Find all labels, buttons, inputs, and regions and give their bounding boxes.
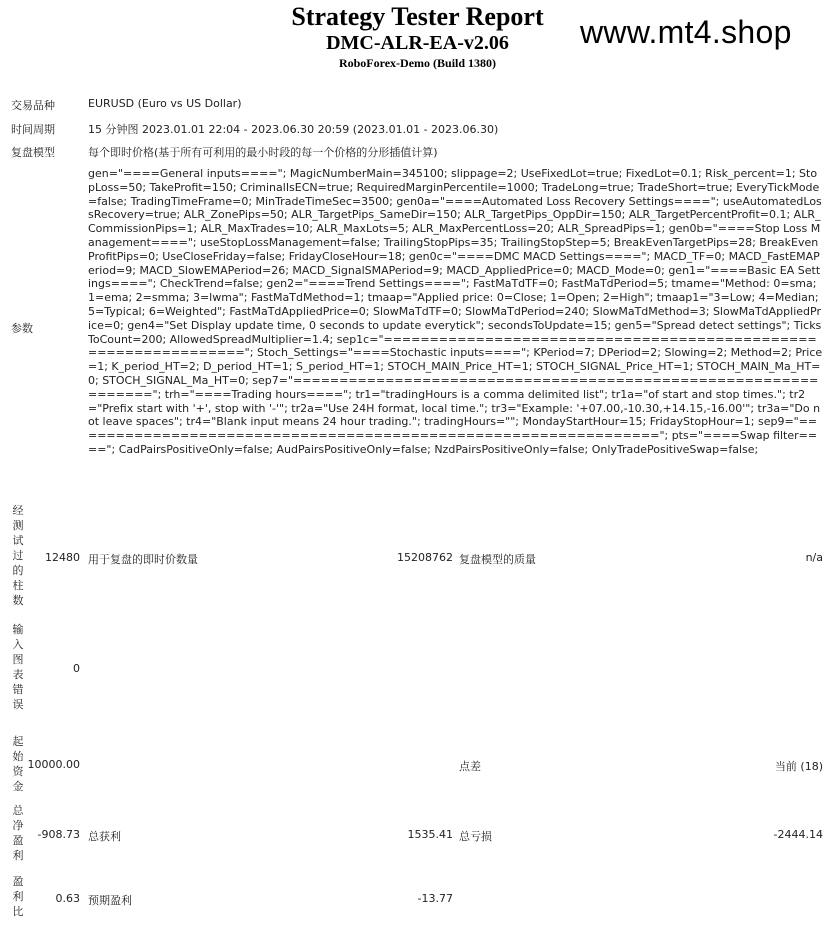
netprofit-value: -908.73 [37,828,80,841]
quality-value: n/a [805,551,823,564]
expected-label: 预期盈利 [88,894,132,907]
pf-label: 盈利比 [12,875,24,918]
deposit-label: 起始资金 [12,735,24,793]
symbol-value: EURUSD (Euro vs US Dollar) [88,97,242,110]
params-label: 参数 [11,322,33,335]
report-title: Strategy Tester Report [291,2,544,31]
errors-label: 输入图表错误 [12,623,24,711]
grossloss-value: -2444.14 [773,828,823,841]
broker-build: RoboForex-Demo (Build 1380) [338,56,497,70]
period-value: 15 分钟图 2023.01.01 22:04 - 2023.06.30 20:59 (2023.01.01 - 2023.06.30) [88,123,499,136]
pf-value: 0.63 [55,892,80,905]
ticks-value: 15208762 [397,551,453,564]
ea-name: DMC-ALR-EA-v2.06 [326,32,509,54]
params-value: gen="====General inputs===="; MagicNumberMain=345100; slippage=2; UseFixedLot=true; FixedLot=0.1; Risk_percent=1; StopLoss=50; TakeProfit=150; CriminalIsECN=true; RequiredMarginPercentile=1000; TradeLong=true; TradeShort=true; EveryTickMode=false; TradingTimeFrame=0; MinTradeTimeSec=3500; gen0a="====Automated Loss Recovery Settings===="; useAutomatedLossRecovery=true; ALR_ZonePips=50; ALR_TargetPips_SameDir=150; ALR_TargetPips_OppDir=150; ALR_TargetPercentProfit=0.1; ALR_CommissionPips=1; ALR_MaxTrades=10; ALR_MaxLots=5; ALR_MaxPercentLoss=20; ALR_SpreadPips=1; gen0b="====Stop Loss Management===="; useStopLossManagement=false; TrailingStopPips=35; TrailingStopStep=5; BreakEvenTargetPips=28; BreakEvenProfitPips=0; UseCloseFriday=false; FridayCloseHour=18; gen0c="====DMC MACD Settings===="; MACD_TF=0; MACD_FastEMAPeriod=9; MACD_SlowEMAPeriod=26; MACD_SignalSMAPeriod=9; MACD_AppliedPrice=0; MACD_Mode=0; gen1="====Basic EA Settings===="; CheckTrend=false; gen2="====Trend Settings===="; FastMaTdTF=0; FastMaTdPeriod=5; tmame="Method: 0=sma; 1=ema; 2=smma; 3=lwma"; FastMaTdMethod=1; tmaap="Applied price: 0=Close; 1=Open; 2=High"; tmaap1="3=Low; 4=Median; 5=Typical; 6=Weighted"; FastMaTdAppliedPrice=0; SlowMaTdTF=0; SlowMaTdPeriod=240; SlowMaTdMethod=3; SlowMaTdAppliedPrice=0; gen4="Set Display update time, 0 seconds to update everytick"; secondsToUpdate=15; gen5="Spread detect settings"; TicksToCount=200; AllowedSpreadMultiplier=1.4; sep1c="================================================================"; Stoch_Settings="====Stochastic inputs===="; KPeriod=7; DPeriod=2; Slowing=2; Method=2; Price=1; K_period_HT=2; D_period_HT=1; S_period_HT=1; STOCH_MAIN_Price_HT=1; STOCH_SIGNAL_Price_HT=1; STOCH_MAIN_Ma_HT=0; STOCH_SIGNAL_Ma_HT=0; sep7="================================================================"; trh="====Trading hours===="; tr1="tradingHours is a comma delimited list"; tr1a="of start and stop times."; tr2="Prefix start with '+', stop with '-'"; tr2a="Use 24H format, local time."; tr3="Example: '+07.00,-10.30,+14.15,-16.00'"; tr3a="Do not leave spaces"; tr4="Blank input means 24 hour trading."; tradingHours=""; MondayStartHour=15; FridayStopHour=1; sep9="================================================================"; pts="====Swap filter===="; CadPairsPositiveOnly=false; AudPairsPositiveOnly=false; NzdPairsPositiveOnly=false; OnlyTradePositiveSwap=false; [88,167,823,456]
grossprofit-label: 总获利 [88,830,121,843]
model-label: 复盘模型 [11,146,55,159]
bars-label: 经测试过的柱数 [12,504,24,607]
deposit-value: 10000.00 [27,758,80,771]
spread-label: 点差 [459,760,481,773]
period-label: 时间周期 [11,123,55,136]
errors-value: 0 [73,662,80,675]
netprofit-label: 总净盈利 [12,804,24,862]
grossprofit-value: 1535.41 [407,828,453,841]
symbol-label: 交易品种 [11,99,55,112]
expected-value: -13.77 [417,892,453,905]
watermark-text: www.mt4.shop [580,14,792,50]
grossloss-label: 总亏损 [459,830,492,843]
ticks-label: 用于复盘的即时价数量 [88,553,198,566]
quality-label: 复盘模型的质量 [459,553,536,566]
model-value: 每个即时价格(基于所有可利用的最小时段的每一个价格的分形插值计算) [88,146,438,159]
report-header [0,0,837,80]
spread-value: 当前 (18) [774,760,823,773]
bars-value: 12480 [45,551,80,564]
